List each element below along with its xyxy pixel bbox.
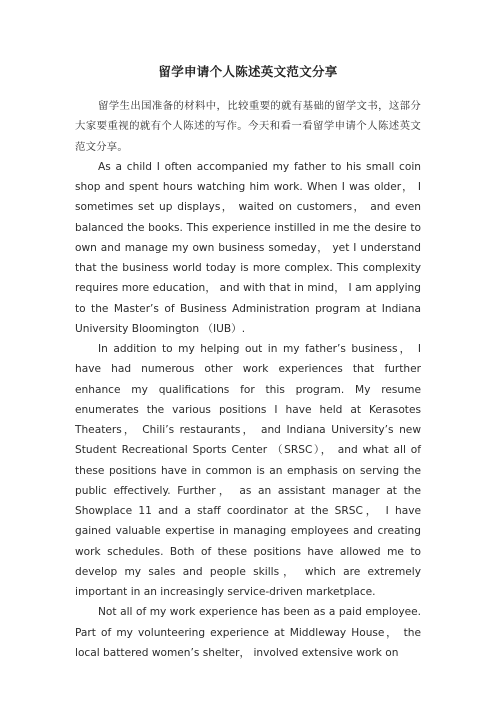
document-title: 留学申请个人陈述英文范文分享 bbox=[158, 64, 338, 79]
document-body bbox=[75, 96, 421, 663]
paragraph-intro: 留学生出国准备的材料中，比较重要的就有基础的留学文书，这部分大家要重视的就有个人陈述的写作。今天和看一看留学申请个人陈述英文范文分享。 bbox=[75, 100, 421, 153]
paragraph: In addition to my helping out in my father’s business， I have had numerous other work experiences that further enhance my qualifications for this program. My resume enumerates the various positions I have held at Kerasotes Theaters， Chili’s restaurants， and Indiana University’s new Student Recreational Sports Center （SRSC）， and what all of these positions have in common is an emphasis on serving the public effectively. Further， as an assistant manager at the Showplace 11 and a staff coordinator at the SRSC， I have gained valuable expertise in managing employees and creating work schedules. Both of these positions have allowed me to develop my sales and people skills， which are extremely important in an increasingly service-driven marketplace. bbox=[75, 343, 421, 598]
paragraph: Not all of my work experience has been as a paid employee. Part of my volunteering experience at Middleway House， the local battered women’s shelter， involved extensive work on bbox=[75, 606, 421, 659]
paragraph: As a child I often accompanied my father to his small coin shop and spent hours watching him work. When I was older， I sometimes set up displays， waited on customers， and even balanced the books. This experience instilled in me the desire to own and manage my own business someday， yet I understand that the business world today is more complex. This complexity requires more education， and with that in mind， I am applying to the Master’s of Business Administration program at Indiana University Bloomington （IUB）. bbox=[75, 160, 421, 335]
